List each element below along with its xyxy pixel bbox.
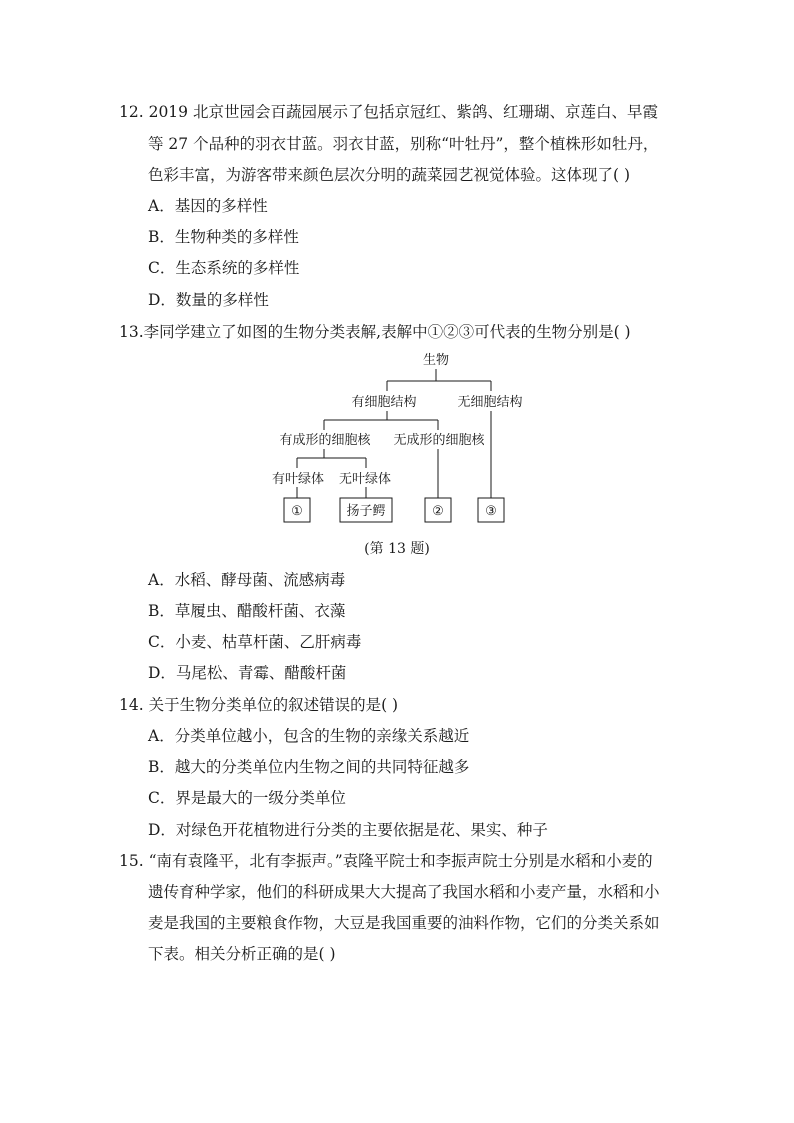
q12-option-d: D．数量的多样性 (148, 291, 269, 309)
figure-caption: (第 13 题) (364, 541, 430, 557)
q14-stem: 14. 关于生物分类单位的叙述错误的是( ) (119, 696, 399, 714)
q15-stem-line4: 下表。相关分析正确的是( ) (148, 945, 336, 963)
q14-option-d: D．对绿色开花植物进行分类的主要依据是花、果实、种子 (148, 821, 548, 839)
q13-option-d: D．马尾松、青霉、醋酸杆菌 (148, 664, 347, 682)
node-no-nucleus: 无成形的细胞核 (393, 433, 485, 448)
q13-option-b: B．草履虫、醋酸杆菌、衣藻 (148, 602, 346, 620)
q15-stem-line1: 15. “南有袁隆平，北有李振声。”袁隆平院士和李振声院士分别是水稻和小麦的 (119, 852, 653, 870)
q12-option-b: B．生物种类的多样性 (148, 228, 299, 246)
box-3-label: ③ (485, 504, 497, 519)
q14-option-a: A．分类单位越小，包含的生物的亲缘关系越近 (148, 727, 470, 745)
q13-option-c: C．小麦、枯草杆菌、乙肝病毒 (148, 633, 362, 651)
box-2-label: ② (432, 504, 444, 519)
node-nucleus: 有成形的细胞核 (279, 433, 371, 448)
q12-option-a: A．基因的多样性 (148, 197, 268, 215)
q12-option-c: C．生态系统的多样性 (148, 259, 300, 277)
box-1-label: ① (291, 504, 303, 519)
node-root: 生物 (422, 353, 450, 368)
node-no-chloroplast: 无叶绿体 (338, 472, 392, 487)
node-acellular: 无细胞结构 (457, 395, 523, 410)
q15-stem-line3: 麦是我国的主要粮食作物，大豆是我国重要的油料作物，它们的分类关系如 (148, 914, 660, 932)
q12-stem-line3: 色彩丰富，为游客带来颜色层次分明的蔬菜园艺视觉体验。这体现了( ) (148, 166, 631, 184)
q14-option-c: C．界是最大的一级分类单位 (148, 789, 346, 807)
node-chloroplast: 有叶绿体 (271, 472, 325, 487)
q13-stem: 13.李同学建立了如图的生物分类表解,表解中①②③可代表的生物分别是( ) (119, 323, 631, 341)
q14-option-b: B．越大的分类单位内生物之间的共同特征越多 (148, 758, 470, 776)
q15-stem-line2: 遗传育种学家，他们的科研成果大大提高了我国水稻和小麦产量，水稻和小 (148, 883, 660, 901)
q13-option-a: A．水稻、酵母菌、流感病毒 (148, 571, 346, 589)
box-alligator-label: 扬子鳄 (346, 504, 386, 519)
node-cellular: 有细胞结构 (351, 395, 417, 410)
q12-stem-line2: 等 27 个品种的羽衣甘蓝。羽衣甘蓝，别称“叶牡丹”，整个植株形如牡丹， (148, 135, 659, 153)
q12-stem-line1: 12. 2019 北京世园会百蔬园展示了包括京冠红、紫鸽、红珊瑚、京莲白、早霞 (119, 103, 658, 121)
